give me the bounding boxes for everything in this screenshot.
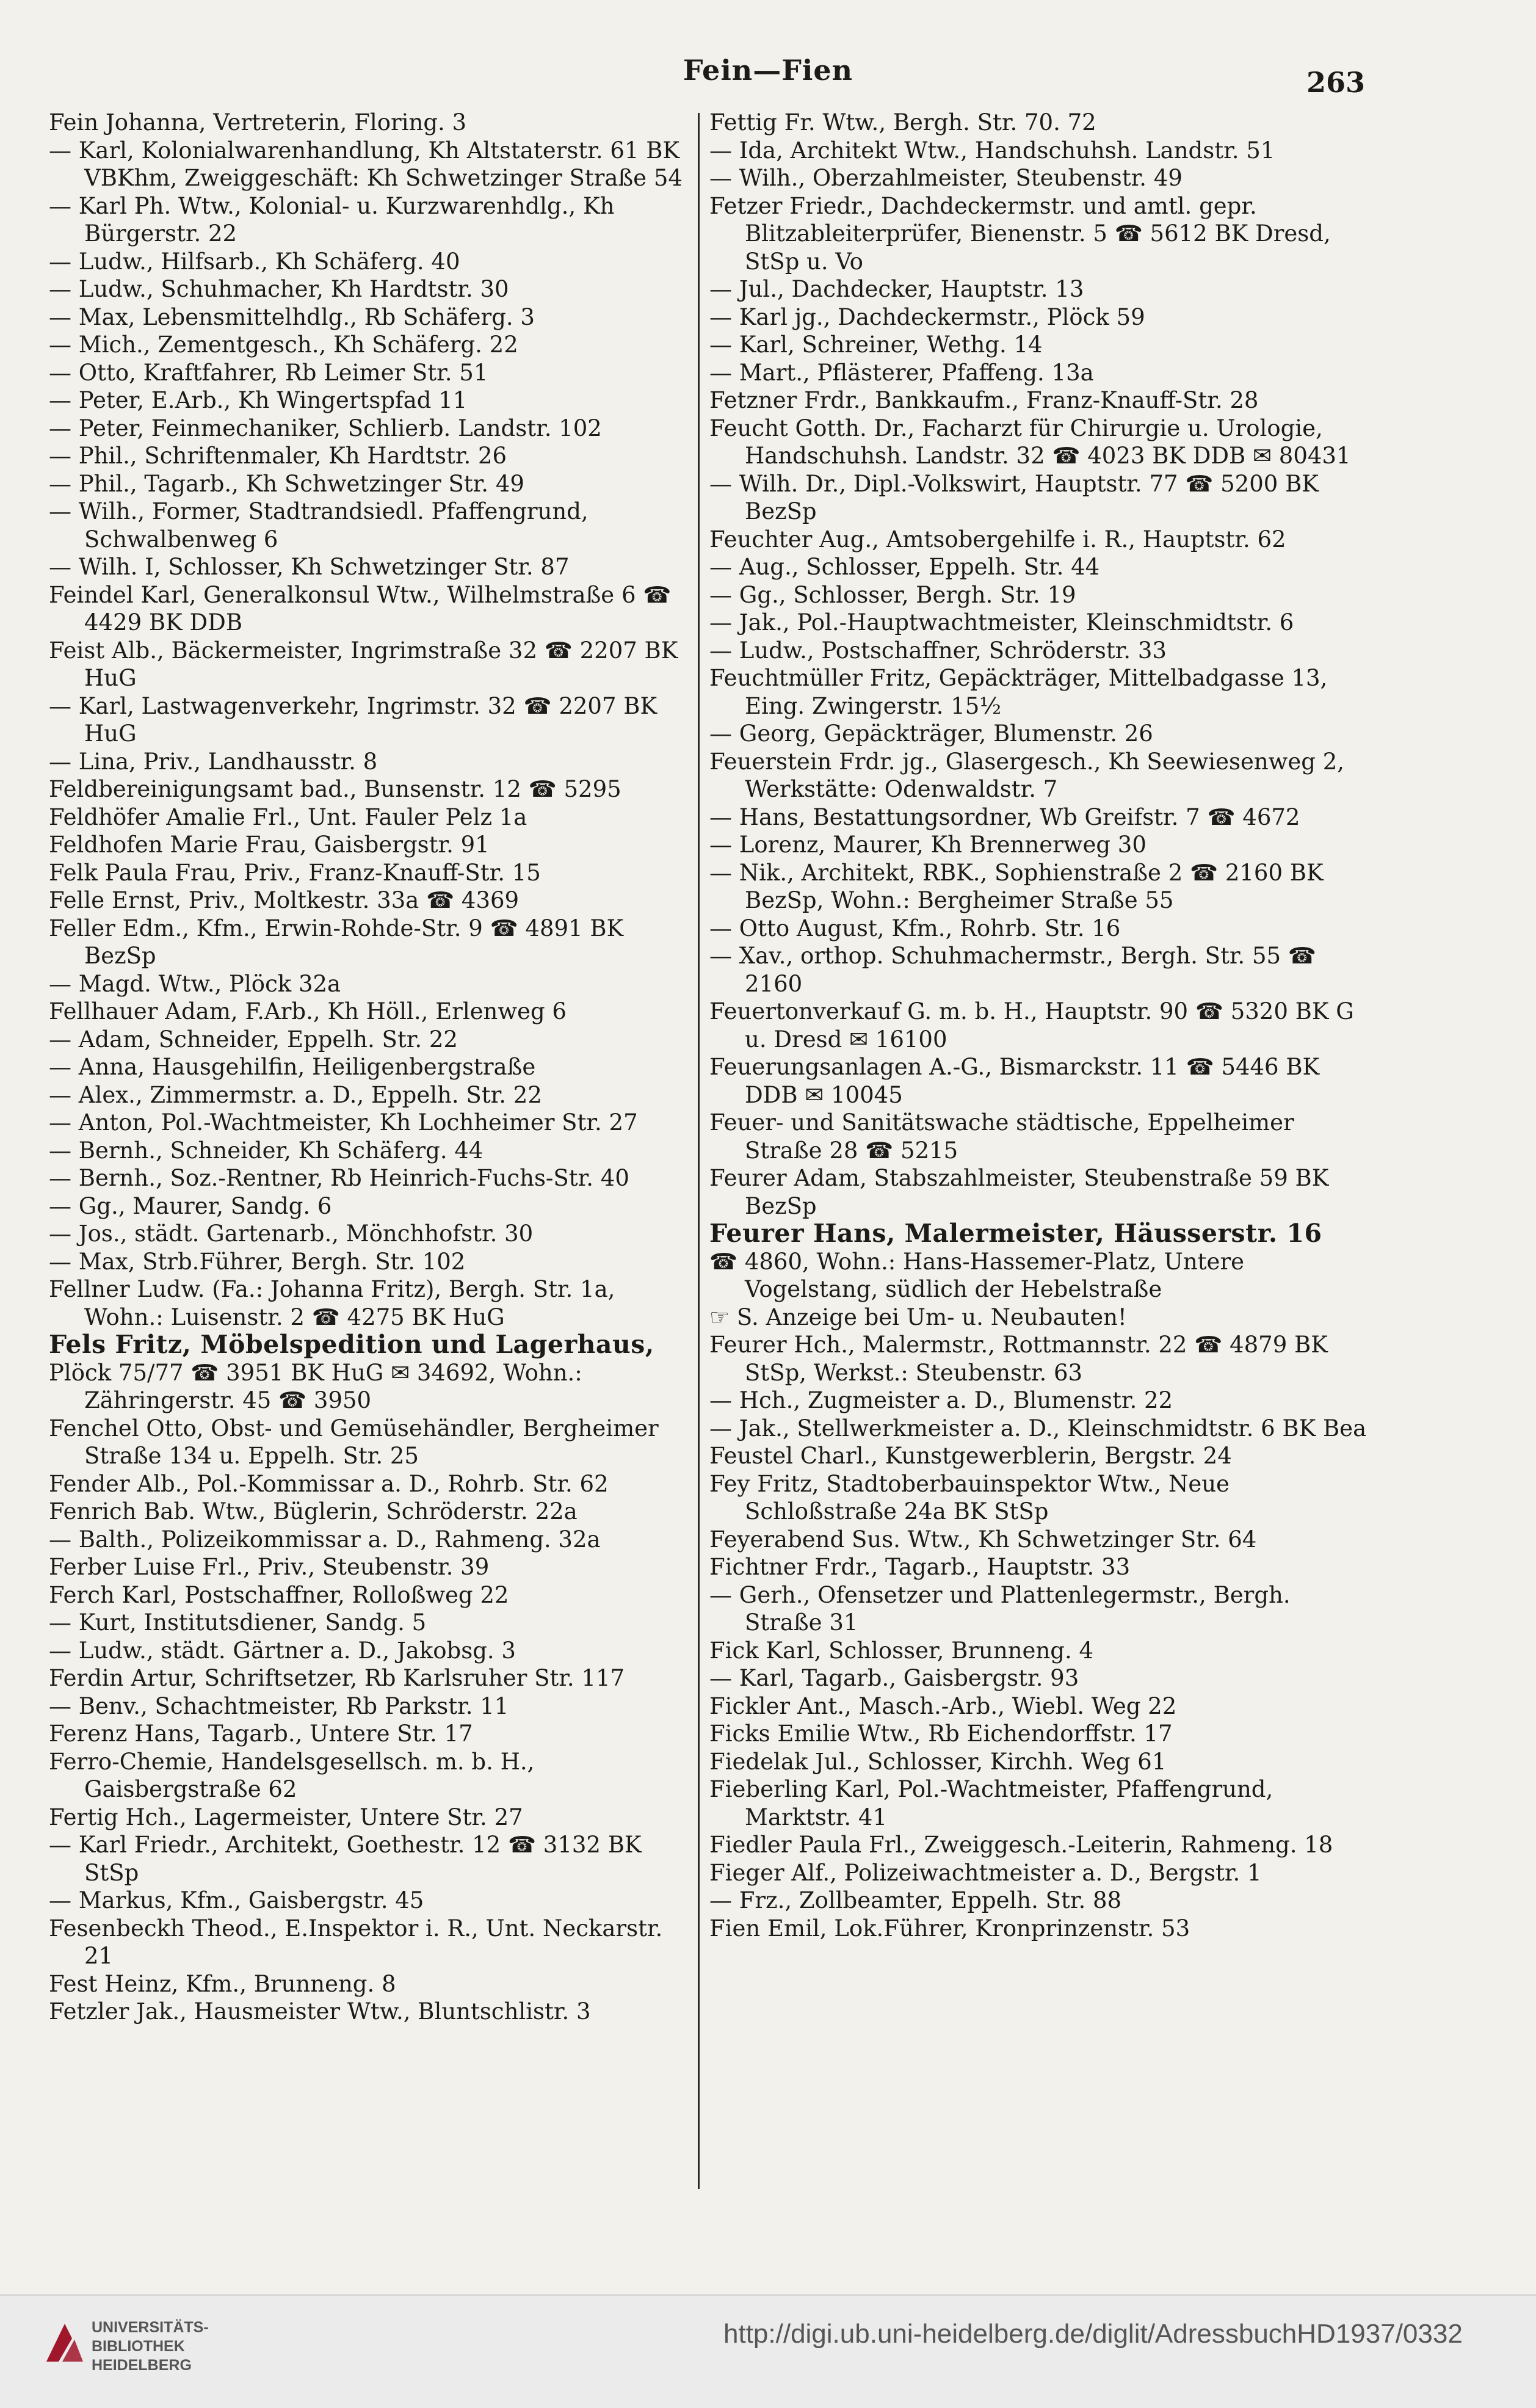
- directory-entry: — Mart., Pflästerer, Pfaffeng. 13a: [709, 359, 1094, 386]
- directory-entry: — Wilh., Former, Stadtrandsiedl. Pfaffengrund, Schwalbenweg 6: [49, 498, 589, 553]
- directory-entry: — Gerh., Ofensetzer und Plattenlegermstr., Bergh. Straße 31: [709, 1581, 1291, 1636]
- directory-entry: Fichtner Frdr., Tagarb., Hauptstr. 33: [709, 1554, 1131, 1580]
- directory-entry: Feuerstein Frdr. jg., Glasergesch., Kh Seewiesenweg 2, Werkstätte: Odenwaldstr. 7: [709, 748, 1344, 802]
- directory-entry: Fettig Fr. Wtw., Bergh. Str. 70. 72: [709, 109, 1096, 136]
- directory-entry: Felle Ernst, Priv., Moltkestr. 33a ☎ 4369: [49, 887, 520, 913]
- institution-line-1: UNIVERSITÄTS-: [92, 2319, 209, 2336]
- directory-entry: Fesenbeckh Theod., E.Inspektor i. R., Unt. Neckarstr. 21: [49, 1915, 663, 1969]
- directory-entry: — Karl, Kolonialwarenhandlung, Kh Altstaterstr. 61 BK VBKhm, Zweiggeschäft: Kh Schwetzinger Straße 54: [49, 137, 683, 191]
- directory-entry: Feyerabend Sus. Wtw., Kh Schwetzinger Str. 64: [709, 1526, 1257, 1553]
- directory-entry: Feldbereinigungsamt bad., Bunsenstr. 12 ☎ 5295: [49, 776, 621, 802]
- directory-entry: — Gg., Maurer, Sandg. 6: [49, 1192, 332, 1219]
- directory-entry: Fenrich Bab. Wtw., Büglerin, Schröderstr. 22a: [49, 1498, 578, 1525]
- directory-entry: — Frz., Zollbeamter, Eppelh. Str. 88: [709, 1887, 1122, 1913]
- directory-entry: Ferdin Artur, Schriftsetzer, Rb Karlsruher Str. 117: [49, 1665, 625, 1691]
- directory-entry: ☞ S. Anzeige bei Um- u. Neubauten!: [709, 1304, 1127, 1330]
- directory-entry: — Peter, E.Arb., Kh Wingertspfad 11: [49, 387, 468, 413]
- directory-entry: Feuerungsanlagen A.-G., Bismarckstr. 11 ☎ 5446 BK DDB ✉ 10045: [709, 1054, 1320, 1108]
- directory-entry: — Karl Ph. Wtw., Kolonial- u. Kurzwarenhdlg., Kh Bürgerstr. 22: [49, 192, 615, 247]
- directory-entry: Fickler Ant., Masch.-Arb., Wiebl. Weg 22: [709, 1692, 1177, 1719]
- directory-entry: Fieger Alf., Polizeiwachtmeister a. D., Bergstr. 1: [709, 1859, 1262, 1886]
- directory-entry: Feurer Hans, Malermeister, Häusserstr. 16: [709, 1219, 1322, 1248]
- institution-name: [92, 2318, 209, 2375]
- directory-entry: — Ludw., Hilfsarb., Kh Schäferg. 40: [49, 248, 460, 275]
- left-column: [49, 109, 690, 2026]
- directory-entry: — Magd. Wtw., Plöck 32a: [49, 970, 341, 997]
- directory-entry: — Ludw., Schuhmacher, Kh Hardtstr. 30: [49, 276, 509, 302]
- directory-entry: — Jos., städt. Gartenarb., Mönchhofstr. 30: [49, 1220, 534, 1247]
- directory-entry: Feldhöfer Amalie Frl., Unt. Fauler Pelz 1a: [49, 803, 527, 830]
- column-divider: [698, 113, 700, 2189]
- right-column: [709, 109, 1372, 1942]
- university-library-logo-icon: [44, 2321, 85, 2363]
- directory-entry: — Max, Strb.Führer, Bergh. Str. 102: [49, 1248, 466, 1275]
- directory-entry: Fellhauer Adam, F.Arb., Kh Höll., Erlenweg 6: [49, 998, 567, 1024]
- directory-entry: Fein Johanna, Vertreterin, Floring. 3: [49, 109, 467, 136]
- directory-entry: Feldhofen Marie Frau, Gaisbergstr. 91: [49, 832, 490, 858]
- directory-entry: Feuchtmüller Fritz, Gepäckträger, Mittelbadgasse 13, Eing. Zwingerstr. 15½: [709, 665, 1328, 719]
- directory-entry: Feurer Hch., Malermstr., Rottmannstr. 22 ☎ 4879 BK StSp, Werkst.: Steubenstr. 63: [709, 1332, 1328, 1386]
- directory-entry: — Bernh., Schneider, Kh Schäferg. 44: [49, 1137, 484, 1164]
- directory-entry: Plöck 75/77 ☎ 3951 BK HuG ✉ 34692, Wohn.: Zähringerstr. 45 ☎ 3950: [49, 1359, 582, 1413]
- directory-entry: — Aug., Schlosser, Eppelh. Str. 44: [709, 554, 1100, 580]
- directory-entry: — Otto August, Kfm., Rohrb. Str. 16: [709, 915, 1121, 941]
- directory-entry: — Wilh., Oberzahlmeister, Steubenstr. 49: [709, 165, 1183, 191]
- directory-entry: Ferenz Hans, Tagarb., Untere Str. 17: [49, 1721, 473, 1747]
- directory-entry: — Karl, Schreiner, Wethg. 14: [709, 332, 1043, 358]
- source-url-link[interactable]: http://digi.ub.uni-heidelberg.de/diglit/AdressbuchHD1937/0332: [723, 2319, 1463, 2349]
- directory-entry: Feindel Karl, Generalkonsul Wtw., Wilhelmstraße 6 ☎ 4429 BK DDB: [49, 581, 672, 636]
- directory-entry: Fetzler Jak., Hausmeister Wtw., Bluntschlistr. 3: [49, 1998, 591, 2025]
- directory-entry: Feuer- und Sanitätswache städtische, Eppelheimer Straße 28 ☎ 5215: [709, 1109, 1294, 1164]
- directory-entry: — Otto, Kraftfahrer, Rb Leimer Str. 51: [49, 359, 488, 386]
- directory-entry: — Wilh. I, Schlosser, Kh Schwetzinger Str. 87: [49, 554, 570, 580]
- directory-entry: Feustel Charl., Kunstgewerblerin, Bergstr. 24: [709, 1443, 1232, 1469]
- directory-entry: Fenchel Otto, Obst- und Gemüsehändler, Bergheimer Straße 134 u. Eppelh. Str. 25: [49, 1415, 659, 1469]
- directory-entry: — Georg, Gepäckträger, Blumenstr. 26: [709, 720, 1153, 747]
- directory-entry: — Anton, Pol.-Wachtmeister, Kh Lochheimer Str. 27: [49, 1109, 638, 1136]
- directory-entry: Fertig Hch., Lagermeister, Untere Str. 27: [49, 1804, 523, 1830]
- page-title: Fein—Fien: [683, 54, 853, 87]
- directory-entry: — Hch., Zugmeister a. D., Blumenstr. 22: [709, 1387, 1173, 1413]
- directory-entry: Feurer Adam, Stabszahlmeister, Steubenstraße 59 BK BezSp: [709, 1165, 1329, 1219]
- directory-entry: — Adam, Schneider, Eppelh. Str. 22: [49, 1026, 458, 1053]
- institution-line-2: BIBLIOTHEK: [92, 2338, 185, 2355]
- footer-bar: [0, 2294, 1536, 2408]
- directory-entry: — Karl, Lastwagenverkehr, Ingrimstr. 32 ☎ 2207 BK HuG: [49, 692, 658, 747]
- directory-entry: — Mich., Zementgesch., Kh Schäferg. 22: [49, 332, 518, 358]
- directory-entry: Fien Emil, Lok.Führer, Kronprinzenstr. 53: [709, 1915, 1190, 1942]
- directory-entry: Fey Fritz, Stadtoberbauinspektor Wtw., Neue Schloßstraße 24a BK StSp: [709, 1470, 1230, 1525]
- directory-entry: — Peter, Feinmechaniker, Schlierb. Landstr. 102: [49, 415, 602, 441]
- directory-entry: — Lorenz, Maurer, Kh Brennerweg 30: [709, 832, 1147, 858]
- directory-entry: Fieberling Karl, Pol.-Wachtmeister, Pfaffengrund, Marktstr. 41: [709, 1776, 1273, 1830]
- directory-entry: — Lina, Priv., Landhausstr. 8: [49, 748, 378, 775]
- directory-entry: Ferro-Chemie, Handelsgesellsch. m. b. H., Gaisbergstraße 62: [49, 1748, 535, 1802]
- directory-entry: — Balth., Polizeikommissar a. D., Rahmeng. 32a: [49, 1526, 601, 1553]
- directory-entry: Fetzer Friedr., Dachdeckermstr. und amtl. gepr. Blitzableiterprüfer, Bienenstr. 5 ☎ 5612 BK Dresd, StSp u. Vo: [709, 192, 1331, 275]
- directory-entry: — Phil., Schriftenmaler, Kh Hardtstr. 26: [49, 443, 507, 469]
- directory-entry: — Jak., Stellwerkmeister a. D., Kleinschmidtstr. 6 BK Bea: [709, 1415, 1367, 1442]
- directory-entry: Fels Fritz, Möbelspedition und Lagerhaus,: [49, 1330, 654, 1359]
- directory-entry: Feist Alb., Bäckermeister, Ingrimstraße 32 ☎ 2207 BK HuG: [49, 637, 678, 691]
- directory-entry: Fest Heinz, Kfm., Brunneng. 8: [49, 1970, 396, 1997]
- directory-entry: Felk Paula Frau, Priv., Franz-Knauff-Str. 15: [49, 859, 541, 886]
- directory-entry: — Jak., Pol.-Hauptwachtmeister, Kleinschmidtstr. 6: [709, 609, 1294, 636]
- directory-entry: Fetzner Frdr., Bankkaufm., Franz-Knauff-Str. 28: [709, 387, 1259, 413]
- directory-entry: — Wilh. Dr., Dipl.-Volkswirt, Hauptstr. 77 ☎ 5200 BK BezSp: [709, 470, 1319, 524]
- directory-entry: — Bernh., Soz.-Rentner, Rb Heinrich-Fuchs-Str. 40: [49, 1165, 629, 1191]
- directory-entry: — Karl Friedr., Architekt, Goethestr. 12 ☎ 3132 BK StSp: [49, 1832, 642, 1886]
- directory-entry: Fellner Ludw. (Fa.: Johanna Fritz), Bergh. Str. 1a, Wohn.: Luisenstr. 2 ☎ 4275 BK HuG: [49, 1276, 615, 1330]
- directory-entry: Feller Edm., Kfm., Erwin-Rohde-Str. 9 ☎ 4891 BK BezSp: [49, 915, 624, 969]
- institution-line-3: HEIDELBERG: [92, 2357, 192, 2374]
- directory-entry: Feuchter Aug., Amtsobergehilfe i. R., Hauptstr. 62: [709, 526, 1286, 553]
- directory-entry: — Alex., Zimmermstr. a. D., Eppelh. Str. 22: [49, 1081, 542, 1108]
- directory-entry: — Ida, Architekt Wtw., Handschuhsh. Landstr. 51: [709, 137, 1275, 164]
- directory-entry: Fender Alb., Pol.-Kommissar a. D., Rohrb. Str. 62: [49, 1470, 609, 1497]
- directory-entry: Feucht Gotth. Dr., Facharzt für Chirurgie u. Urologie, Handschuhsh. Landstr. 32 ☎ 4023 BK DDB ✉ 80431: [709, 415, 1351, 469]
- directory-entry: — Karl jg., Dachdeckermstr., Plöck 59: [709, 303, 1145, 330]
- directory-entry: — Jul., Dachdecker, Hauptstr. 13: [709, 276, 1084, 302]
- directory-entry: — Ludw., Postschaffner, Schröderstr. 33: [709, 637, 1167, 664]
- directory-entry: — Ludw., städt. Gärtner a. D., Jakobsg. 3: [49, 1637, 516, 1664]
- directory-entry: — Markus, Kfm., Gaisbergstr. 45: [49, 1887, 424, 1913]
- directory-entry: — Karl, Tagarb., Gaisbergstr. 93: [709, 1665, 1079, 1691]
- directory-entry: — Anna, Hausgehilfin, Heiligenbergstraße: [49, 1054, 536, 1080]
- directory-entry: — Xav., orthop. Schuhmachermstr., Bergh. Str. 55 ☎ 2160: [709, 943, 1316, 997]
- directory-entry: — Benv., Schachtmeister, Rb Parkstr. 11: [49, 1692, 509, 1719]
- directory-entry: Fick Karl, Schlosser, Brunneng. 4: [709, 1637, 1094, 1664]
- directory-entry: — Hans, Bestattungsordner, Wb Greifstr. 7 ☎ 4672: [709, 803, 1300, 830]
- directory-entry: Ferch Karl, Postschaffner, Rolloßweg 22: [49, 1581, 509, 1608]
- directory-entry: Ferber Luise Frl., Priv., Steubenstr. 39: [49, 1554, 490, 1580]
- directory-entry: Feuertonverkauf G. m. b. H., Hauptstr. 90 ☎ 5320 BK G u. Dresd ✉ 16100: [709, 998, 1354, 1053]
- directory-entry: Fiedler Paula Frl., Zweiggesch.-Leiterin, Rahmeng. 18: [709, 1832, 1333, 1858]
- directory-entry: Fiedelak Jul., Schlosser, Kirchh. Weg 61: [709, 1748, 1167, 1775]
- directory-entry: — Max, Lebensmittelhdlg., Rb Schäferg. 3: [49, 303, 535, 330]
- directory-entry: — Phil., Tagarb., Kh Schwetzinger Str. 49: [49, 470, 524, 497]
- directory-entry: — Nik., Architekt, RBK., Sophienstraße 2 ☎ 2160 BK BezSp, Wohn.: Bergheimer Straße 55: [709, 859, 1324, 913]
- directory-entry: Ficks Emilie Wtw., Rb Eichendorffstr. 17: [709, 1721, 1173, 1747]
- directory-entry: — Gg., Schlosser, Bergh. Str. 19: [709, 581, 1076, 608]
- directory-entry: — Kurt, Institutsdiener, Sandg. 5: [49, 1609, 427, 1636]
- page-number: 263: [1306, 66, 1365, 99]
- directory-entry: ☎ 4860, Wohn.: Hans-Hassemer-Platz, Untere Vogelstang, südlich der Hebelstraße: [709, 1248, 1245, 1302]
